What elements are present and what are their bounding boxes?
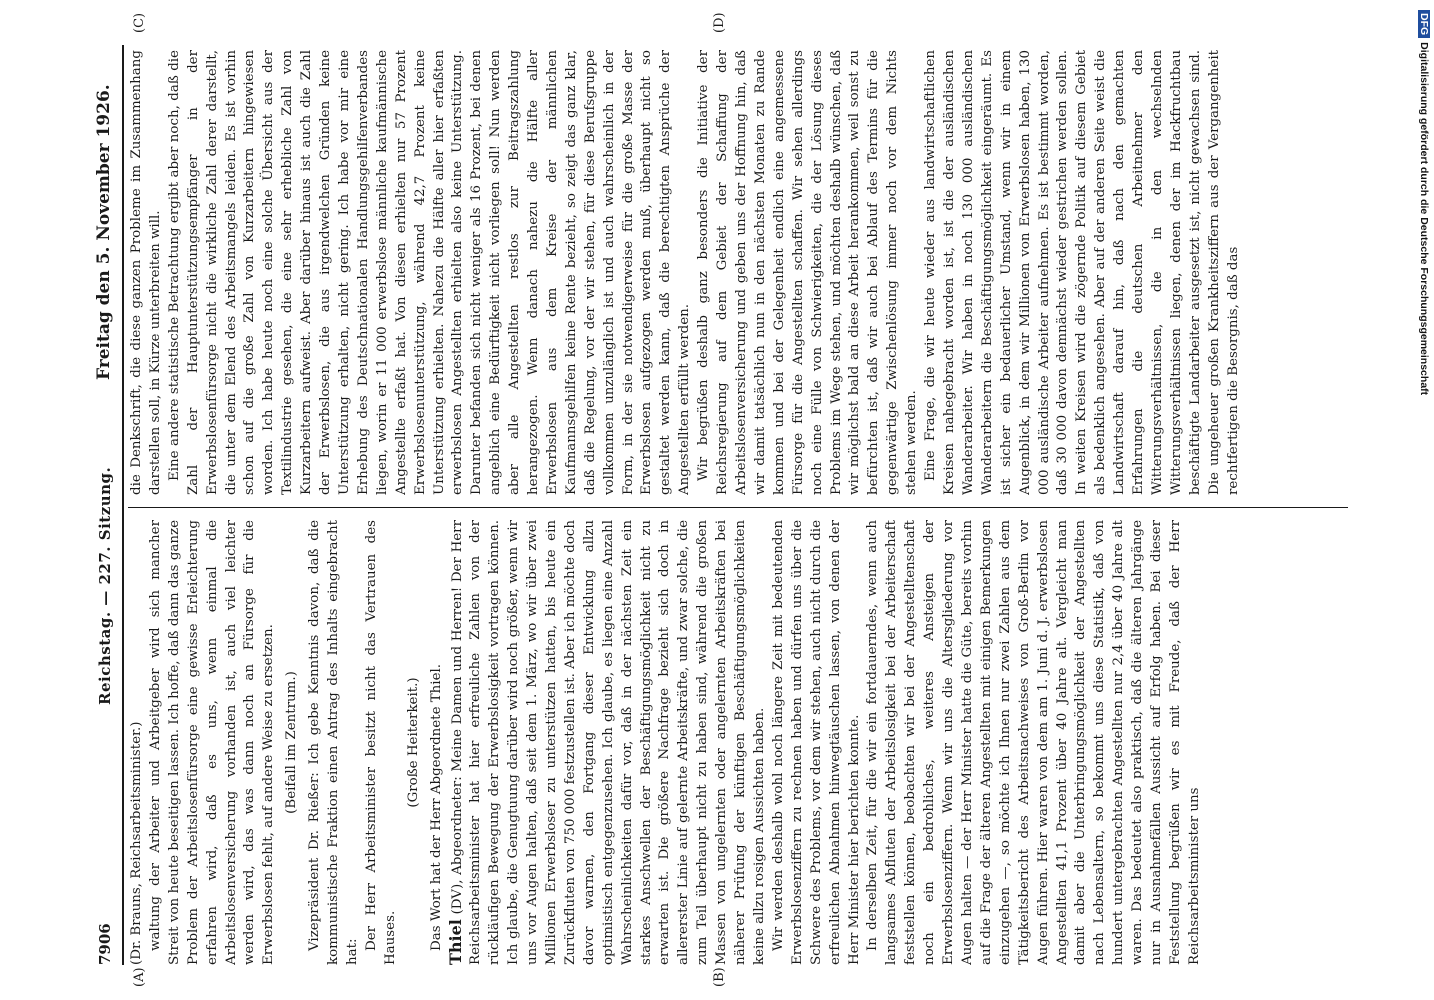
text-paragraph: Eine andere statistische Betrachtung ergibt aber noch, daß die Zahl der Hauptunterstützungsempfänger in der Erwerbslosenfürsorge nicht die wirkliche Zahl derer darstellt, die unter dem Elend des Arbeitsmangels leiden. Es ist vorhin schon auf die große Zahl von Kurzarbeitern hingewiesen worden. Ich habe heute noch eine solche Übersicht aus der Textilindustrie gesehen, die eine sehr erhebliche Zahl von Kurzarbeitern aufweist. Aber darüber hinaus ist auch die Zahl der Erwerbslosen, die aus irgendwelchen Gründen keine Unterstützung erhalten, nicht gering. Ich habe vor mir eine Erhebung des Deutschnationalen Handlungsgehilfenverbandes liegen, worin er 11 000 erwerbslose männliche kaufmännische Angestellte erfaßt hat. Von diesen erhielten nur 57 Prozent Erwerbslosenunterstützung, während 42,7 Prozent keine Unterstützung erhielten. Nahezu die Hälfte aller hier erfaßten erwerbslosen Angestellten erhielten also keine Unterstützung. Darunter befanden sich nicht weniger als 16 Prozent, bei denen angeblich eine Bedürftigkeit nicht vorliegen soll! Nun werden aber alle Angestellten restlos zur Beitragszahlung herangezogen. Wenn danach nahezu die Hälfte aller Erwerbslosen aus dem Kreise der männlichen Kaufmannsgehilfen keine Rente bezieht, so zeigt das ganz klar, daß die Regelung, vor der wir stehen, für diese Berufsgruppe vollkommen unzulänglich ist und auch wahrscheinlich in der Form, in der sie notwendigerweise für die große Masse der Erwerbslosen aufgezogen werden muß, überhaupt nicht so gestaltet werden kann, daß die berechtigten Ansprüche der Angestellten erfüllt werden. [166, 50, 693, 495]
text-paragraph: (Dr. Brauns, Reichsarbeitsminister.) [129, 721, 144, 965]
page-header [92, 45, 124, 965]
text-paragraph: In derselben Zeit, für die wir ein fortdauerndes, wenn auch langsames Abfluten der Arbeitslosigkeit bei der Arbeiterschaft feststellen können, beobachten wir bei der Angestelltenschaft noch ein bedrohliches, weiteres Ansteigen der Erwerbslosenziffern. Wenn wir uns die Altersgliederung vor Augen halten — der Herr Minister hatte die Güte, bereits vorhin auf die Frage der älteren Angestellten mit einigen Bemerkungen einzugehen —, so möchte ich Ihnen nur zwei Zahlen aus dem Tätigkeitsbericht des Arbeitsnachweises von Groß-Berlin vor Augen führen. Hier waren von dem am 1. Juni d. J. erwerbslosen Angestellten 41,1 Prozent über 40 Jahre alt. Vergleicht man damit aber die Unterbringungsmöglichkeit der Angestellten nach Lebensaltern, so bekommt uns diese Statistik, daß von hundert untergebrachten Angestellten nur 2,4 über 40 Jahre alt waren. Das bedeutet also praktisch, daß die älteren Jahrgänge nur in Ausnahmefällen Aussicht auf Erfolg haben. Bei dieser Feststellung begrüßen wir es mit Freude, daß der Herr Reichsarbeitsminister uns [865, 520, 1202, 965]
text-paragraph: Vizepräsident Dr. Rießer: Ich gebe Kenntnis davon, daß die kommunistische Fraktion einen Antrag des Inhalts eingebracht hat: [307, 520, 360, 965]
session-title: Reichstag. — 227. Sitzung. [96, 466, 114, 705]
text-paragraph: Wir werden deshalb wohl noch längere Zeit mit bedeutenden Erwerbslosenziffern zu rechnen haben und dürfen uns über die Schwere des Problems, vor dem wir stehen, auch nicht durch die erfreulichen Abnahmen hinwegtäuschen lassen, von denen der Herr Minister hier berichten konnte. [770, 520, 862, 965]
margin-marker-d: (D) [712, 12, 727, 33]
text-paragraph: die Denkschrift, die diese ganzen Probleme im Zusammenhang darstellen soll, in Kürze unterbreiten will. [129, 50, 163, 495]
digitization-credit [1418, 10, 1430, 395]
dfg-logo: DFG [1418, 10, 1430, 38]
page-number: 7906 [96, 923, 114, 965]
text-paragraph: Das Wort hat der Herr Abgeordnete Thiel. [428, 663, 444, 951]
speaker-name: Thiel [445, 919, 465, 965]
speech-text: (DV), Abgeordneter: Meine Damen und Herren! Der Herr Reichsarbeitsminister hat hier erfreuliche Zahlen von der rückläufigen Bewegung der Erwerbslosigkeit vortragen können. Ich glaube, die Genugtuung darüber wird noch größer, wenn wir uns vor Augen halten, daß seit dem 1. März, wo wir über zwei Millionen Erwerbsloser zu unterstützen hatten, bis heute ein Zurückfluten von 750 000 festzustellen ist. Aber ich möchte doch davor warnen, den Fortgang dieser Entwicklung allzu optimistisch entgegenzusehen. Ich glaube, es liegen eine Anzahl Wahrscheinlichkeiten dafür vor, daß in der nächsten Zeit ein starkes Anschwellen der Beschäftigungsmöglichkeit nicht zu erwarten ist. Die größere Nachfrage bezieht sich doch in allererster Linie auf gelernte Arbeitskräfte, und zwar solche, die zum Teil überhaupt nicht zu haben sind, während die großen Massen von ungelernten oder angelernten Arbeitskräften bei näherer Prüfung der künftigen Beschäftigungsmöglichkeiten keine allzu rosigen Aussichten haben. [449, 520, 767, 965]
credit-text: Digitalisierung gefördert durch die Deutsche Forschungsgemeinschaft [1418, 42, 1430, 396]
session-date: Freitag den 5. November 1926. [94, 84, 114, 380]
text-paragraph: Wir begrüßen deshalb ganz besonders die Initiative der Reichsregierung auf dem Gebiet der Schaffung der Arbeitslosenversicherung und geben uns der Hoffnung hin, daß wir damit tatsächlich nun in den nächsten Monaten zu Rande kommen und bei der Gelegenheit endlich eine angemessene Fürsorge für die Angestellten schaffen. Wir sehen allerdings noch eine Fülle von Schwierigkeiten, die der Lösung dieses Problems im Wege stehen, und möchten deshalb wünschen, daß wir möglichst bald an diese Arbeit herankommen, weil sonst zu befürchten ist, daß wir auch bei Ablauf des Termins für die gegenwärtige Zwischenlösung immer noch vor dem Nichts stehen werden. [696, 50, 920, 495]
stage-direction: (Große Heiterkeit.) [405, 677, 421, 808]
speech-paragraph [447, 520, 770, 965]
column-divider [128, 507, 1348, 508]
rotated-page [92, 12, 1362, 987]
margin-marker-c: (C) [132, 12, 147, 33]
margin-marker-a: (A) [132, 967, 147, 987]
text-paragraph: Der Herr Arbeitsminister besitzt nicht das Vertrauen des Hauses. [363, 520, 398, 965]
margin-marker-b: (B) [712, 967, 727, 987]
stage-direction: (Beifall im Zentrum.) [284, 671, 300, 814]
left-text-column [128, 520, 1353, 965]
text-paragraph: Eine Frage, die wir heute wieder aus landwirtschaftlichen Kreisen nahegebracht worden ist, ist die der ausländischen Wanderarbeiter. Wir haben in noch 130 000 ausländischen Wanderarbeitern die Beschäftigungsmöglichkeit eingeräumt. Es ist sicher ein bedauerlicher Umstand, wenn wir in einem Augenblick, in dem wir Millionen von Erwerbslosen haben, 130 000 ausländische Arbeiter aufnehmen. Es ist bestimmt worden, daß 30 000 davon demnächst wieder gestrichen werden sollen. In weiten Kreisen wird die zögernde Politik auf diesem Gebiet als bedenklich angesehen. Aber auf der anderen Seite weist die Landwirtschaft darauf hin, daß nach den gemachten Erfahrungen die deutschen Arbeitnehmer den Witterungsverhältnissen, die in den wechselnden Witterungsverhältnissen liegen, denen der im Hackfruchtbau beschäftigte Landarbeiter ausgesetzt ist, nicht gewachsen sind. Die ungeheuer großen Krankheitsziffern aus der Vergangenheit rechtfertigen die Besorgnis, daß das [923, 50, 1241, 495]
text-paragraph: waltung der Arbeiter und Arbeitgeber wird sich mancher Streit von heute beseitigen lassen. Ich hoffe, daß dann das ganze Problem der Arbeitslosenfürsorge eine gewisse Erleichterung erfahren wird, daß es uns, wenn einmal die Arbeitslosenversicherung vorhanden ist, auch viel leichter werden wird, das was dann noch an Fürsorge für die Erwerbslosen fehlt, auf andere Weise zu ersetzen. [147, 520, 277, 965]
right-text-column [128, 50, 1353, 495]
